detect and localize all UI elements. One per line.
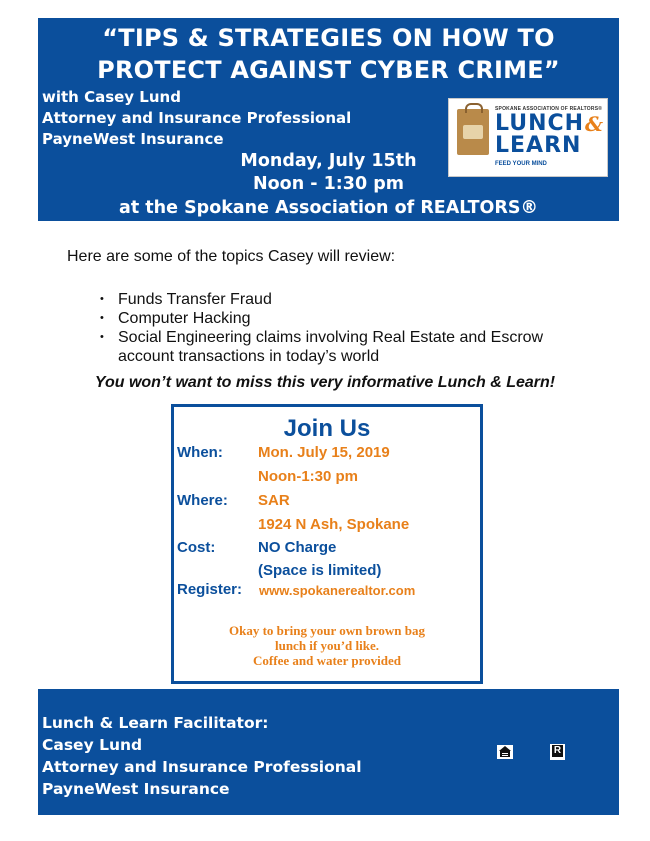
when-time: Noon-1:30 pm bbox=[258, 468, 359, 485]
topic-item: • Social Engineering claims involving Real Estate and Escrow account transactions in today’s world bbox=[100, 328, 548, 366]
event-time: Noon - 1:30 pm bbox=[253, 174, 404, 194]
speaker-company: PayneWest Insurance bbox=[42, 130, 224, 148]
join-us-box bbox=[171, 404, 483, 684]
logo-word-learn: LEARN bbox=[495, 133, 582, 158]
where-name: SAR bbox=[258, 492, 290, 509]
logo-ampersand: & bbox=[585, 112, 604, 136]
cost-value: NO Charge bbox=[258, 539, 337, 556]
footer-banner bbox=[38, 689, 619, 815]
topic-item: • Computer Hacking bbox=[100, 309, 548, 328]
where-label: Where: bbox=[177, 492, 228, 509]
brown-bag-icon bbox=[457, 109, 489, 155]
note-line-1: Okay to bring your own brown bag bbox=[228, 623, 425, 638]
facilitator-company: PayneWest Insurance bbox=[42, 780, 230, 798]
note-line-3: Coffee and water provided bbox=[253, 653, 401, 668]
logo-word-lunch: LUNCH bbox=[495, 111, 585, 136]
logo-association-text: SPOKANE ASSOCIATION OF REALTORS® bbox=[495, 106, 603, 112]
topics-list bbox=[100, 290, 548, 366]
header-banner bbox=[38, 18, 619, 221]
facilitator-name: Casey Lund bbox=[42, 736, 143, 754]
topics-intro: Here are some of the topics Casey will review: bbox=[67, 248, 396, 265]
title-line-2: PROTECT AGAINST CYBER CRIME” bbox=[97, 56, 560, 84]
topic-item: • Funds Transfer Fraud bbox=[100, 290, 548, 309]
promo-tagline: You won’t want to miss this very informative Lunch & Learn! bbox=[94, 374, 556, 391]
event-date: Monday, July 15th bbox=[240, 151, 417, 171]
facilitator-title: Attorney and Insurance Professional bbox=[42, 758, 362, 776]
when-date: Mon. July 15, 2019 bbox=[258, 444, 390, 461]
cost-label: Cost: bbox=[177, 539, 216, 556]
note-line-2: lunch if you’d like. bbox=[274, 638, 380, 653]
register-link[interactable]: www.spokanerealtor.com bbox=[259, 583, 416, 598]
register-label: Register: bbox=[177, 581, 243, 598]
logo-tagline: FEED YOUR MIND bbox=[495, 161, 547, 167]
event-venue: at the Spokane Association of REALTORS® bbox=[119, 198, 538, 218]
realtor-r-icon: R bbox=[550, 744, 565, 760]
lunch-and-learn-logo bbox=[448, 98, 608, 177]
speaker-title: Attorney and Insurance Professional bbox=[42, 109, 352, 127]
where-address: 1924 N Ash, Spokane bbox=[258, 516, 410, 533]
cost-note: (Space is limited) bbox=[258, 562, 382, 579]
join-title: Join Us bbox=[283, 415, 371, 442]
speaker-name: with Casey Lund bbox=[42, 88, 181, 106]
when-label: When: bbox=[177, 444, 223, 461]
facilitator-heading: Lunch & Learn Facilitator: bbox=[42, 714, 269, 732]
title-line-1: “TIPS & STRATEGIES ON HOW TO bbox=[102, 24, 555, 52]
equal-housing-opportunity-icon bbox=[497, 745, 513, 759]
